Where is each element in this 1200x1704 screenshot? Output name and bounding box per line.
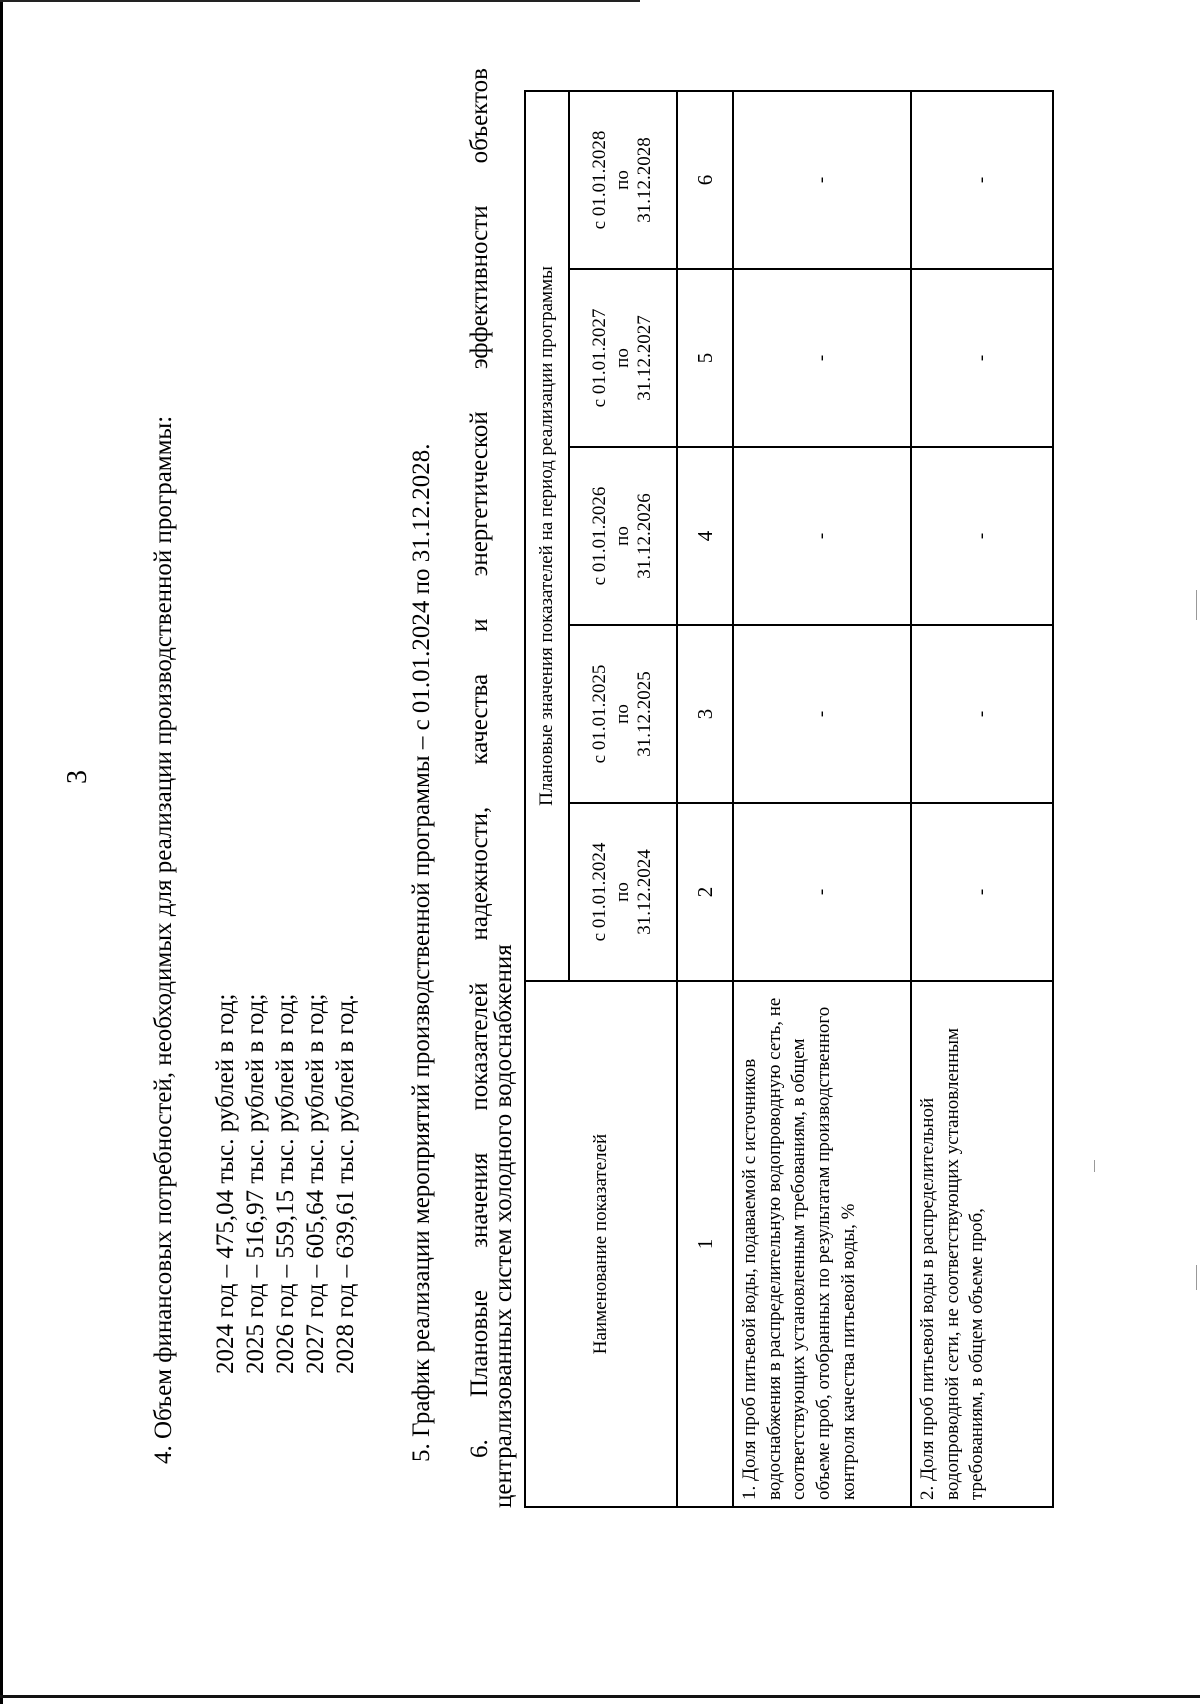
page-number: 3 [62,770,93,784]
section6-heading-cont: централизованных систем холодного водоснабжения [490,944,517,1508]
period-header-2024: с 01.01.2024 по 31.12.2024 [569,803,677,981]
name-column-header: Наименование показателей [525,981,677,1507]
period-header-2025: с 01.01.2025 по 31.12.2025 [569,625,677,803]
year-line-2025: 2025 год – 516,97 тыс. рублей в год; [242,993,269,1374]
section6-heading: 6. Плановые значения показателей надежности, качества и энергетической эффективности объектов [466,68,493,1458]
table-row [911,91,1053,1507]
section4-title: 4. Объем финансовых потребностей, необходимых для реализации производственной программы: [150,415,177,1464]
year-line-2027: 2027 год – 605,64 тыс. рублей в год; [302,993,329,1374]
indicator-value: - [733,803,911,981]
indicator-name: 1. Доля проб питьевой воды, подаваемой с источников водоснабжения в распределительную водопроводную сеть, не соответствующих установленным требованиям, в общем объеме проб, отобранных по результатам производственного контроля качества питьевой воды, % [733,981,911,1507]
column-number: 3 [677,625,733,803]
year-line-2024: 2024 год – 475,04 тыс. рублей в год; [212,993,239,1374]
section5-text: 5. График реализации мероприятий производственной программы – с 01.01.2024 по 31.12.2028. [408,443,435,1462]
column-number-row [677,91,733,1507]
period-header-2028: с 01.01.2028 по 31.12.2028 [569,91,677,269]
indicators-table [524,90,1054,1508]
indicator-value: - [911,625,1053,803]
column-number: 2 [677,803,733,981]
indicator-value: - [911,803,1053,981]
indicator-value: - [733,625,911,803]
column-number: 6 [677,91,733,269]
indicator-value: - [733,447,911,625]
indicator-value: - [911,269,1053,447]
indicator-value: - [733,269,911,447]
column-number: 5 [677,269,733,447]
indicator-name: 2. Доля проб питьевой воды в распределительной водопроводной сети, не соответствующих установленным требованиям, в общем объеме проб, [911,981,1053,1507]
indicator-value: - [911,447,1053,625]
period-header-2027: с 01.01.2027 по 31.12.2027 [569,269,677,447]
table-header-row [525,91,569,1507]
column-number: 4 [677,447,733,625]
year-line-2026: 2026 год – 559,15 тыс. рублей в год; [272,993,299,1374]
indicator-value: - [733,91,911,269]
indicator-value: - [911,91,1053,269]
period-header-2026: с 01.01.2026 по 31.12.2026 [569,447,677,625]
table-row [733,91,911,1507]
period-group-header: Плановые значения показателей на период реализации программы [525,91,569,981]
column-number: 1 [677,981,733,1507]
year-line-2028: 2028 год – 639,61 тыс. рублей в год. [332,994,359,1374]
